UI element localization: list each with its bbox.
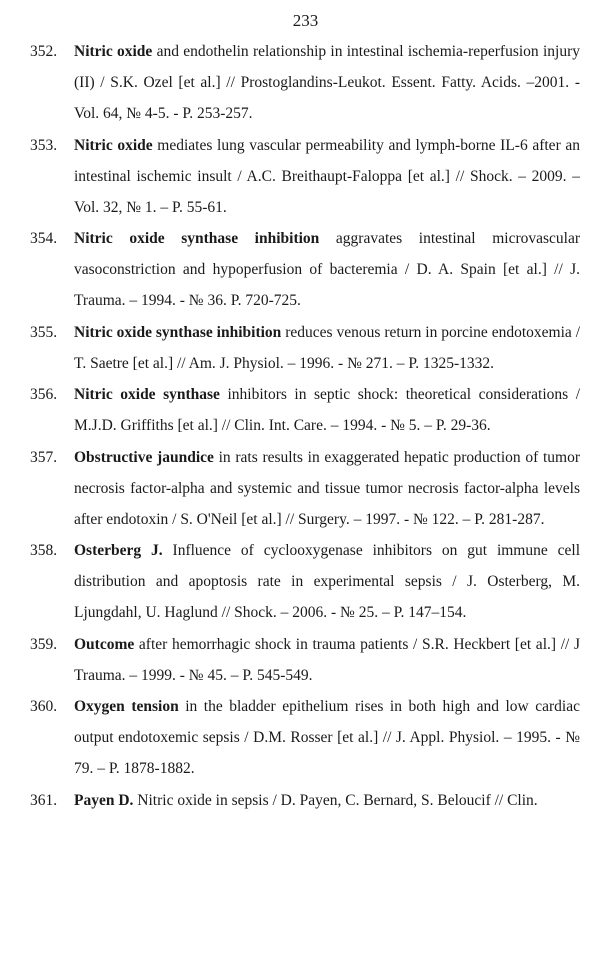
reference-item: [30, 130, 580, 223]
reference-keyword: Nitric oxide synthase: [74, 386, 220, 403]
reference-body: aggravates intestinal microvascular vasoconstriction and hypoperfusion of bacteremia / D. A. Spain [et al.] // J. Trauma. – 1994. - № 36. P. 720-725.: [74, 230, 581, 309]
reference-keyword: Nitric oxide synthase inhibition: [74, 230, 320, 247]
reference-list: [30, 36, 580, 816]
reference-body: after hemorrhagic shock in trauma patients / S.R. Heckbert [et al.] // J Trauma. – 1999. - № 45. – P. 545-549.: [74, 635, 580, 684]
reference-text: [74, 324, 580, 372]
reference-item: [30, 317, 580, 379]
reference-body: in the bladder epithelium rises in both high and low cardiac output endotoxemic sepsis / D.M. Rosser [et al.] // J. Appl. Physiol. – 1995. - № 79. – P. 1878-1882.: [74, 698, 580, 777]
reference-item: [30, 785, 580, 816]
reference-number: 356.: [30, 386, 58, 403]
reference-text: [74, 636, 580, 684]
reference-body: Nitric oxide in sepsis / D. Payen, C. Bernard, S. Beloucif // Clin.: [133, 791, 538, 809]
reference-number: 360.: [30, 698, 58, 715]
reference-text: [74, 792, 538, 809]
reference-number: 353.: [30, 136, 58, 154]
reference-number: 358.: [30, 542, 58, 559]
reference-text: [74, 386, 580, 434]
reference-item: [30, 379, 580, 441]
reference-keyword: Payen D.: [74, 791, 134, 809]
reference-number: 354.: [30, 230, 58, 247]
reference-keyword: Nitric oxide: [74, 136, 153, 154]
reference-text: [74, 542, 580, 621]
reference-item: [30, 535, 580, 628]
reference-text: [74, 449, 580, 528]
reference-number: 357.: [30, 448, 58, 466]
reference-body: and endothelin relationship in intestinal ischemia-reperfusion injury (II) / S.K. Ozel [et al.] // Prostoglandins-Leukot. Essent. Fatty. Acids. –2001. - Vol. 64, № 4-5. - P. 253-257.: [74, 43, 580, 122]
reference-body: mediates lung vascular permeability and lymph-borne IL-6 after an intestinal ischemic insult / A.C. Breithaupt-Faloppa [et al.] // Shock. – 2009. – Vol. 32, № 1. – P. 55-61.: [74, 136, 580, 216]
reference-number: 361.: [30, 791, 58, 809]
reference-keyword: Nitric oxide: [74, 43, 153, 60]
reference-number: 359.: [30, 635, 58, 653]
reference-keyword: Outcome: [74, 635, 135, 653]
reference-keyword: Obstructive jaundice: [74, 448, 214, 466]
page-number: 233: [292, 11, 319, 30]
reference-item: [30, 629, 580, 691]
reference-number: 355.: [30, 323, 58, 341]
reference-keyword: Osterberg J.: [74, 542, 163, 559]
reference-item: [30, 691, 580, 784]
reference-body: inhibitors in septic shock: theoretical considerations / M.J.D. Griffiths [et al.] // Clin. Int. Care. – 1994. - № 5. – P. 29-36.: [74, 386, 581, 434]
reference-text: [74, 137, 580, 216]
reference-text: [74, 43, 580, 122]
reference-body: reduces venous return in porcine endotoxemia / T. Saetre [et al.] // Am. J. Physiol. – 1996. - № 271. – P. 1325-1332.: [74, 323, 581, 372]
reference-text: [74, 698, 580, 777]
reference-item: [30, 442, 580, 535]
reference-item: [30, 36, 580, 129]
reference-keyword: Nitric oxide synthase inhibition: [74, 323, 282, 341]
reference-keyword: Oxygen tension: [74, 698, 179, 715]
reference-text: [74, 230, 580, 309]
reference-body: Influence of cyclooxygenase inhibitors on gut immune cell distribution and apoptosis rate in experimental sepsis / J. Osterberg, M. Ljungdahl, U. Haglund // Shock. – 2006. - № 25. – P. 147–154.: [74, 542, 580, 621]
reference-item: [30, 223, 580, 316]
reference-body: in rats results in exaggerated hepatic production of tumor necrosis factor-alpha and systemic and tissue tumor necrosis factor-alpha levels after endotoxin / S. O'Neil [et al.] // Surgery. – 1997. - № 122. – P. 281-287.: [74, 448, 581, 528]
reference-number: 352.: [30, 43, 58, 60]
